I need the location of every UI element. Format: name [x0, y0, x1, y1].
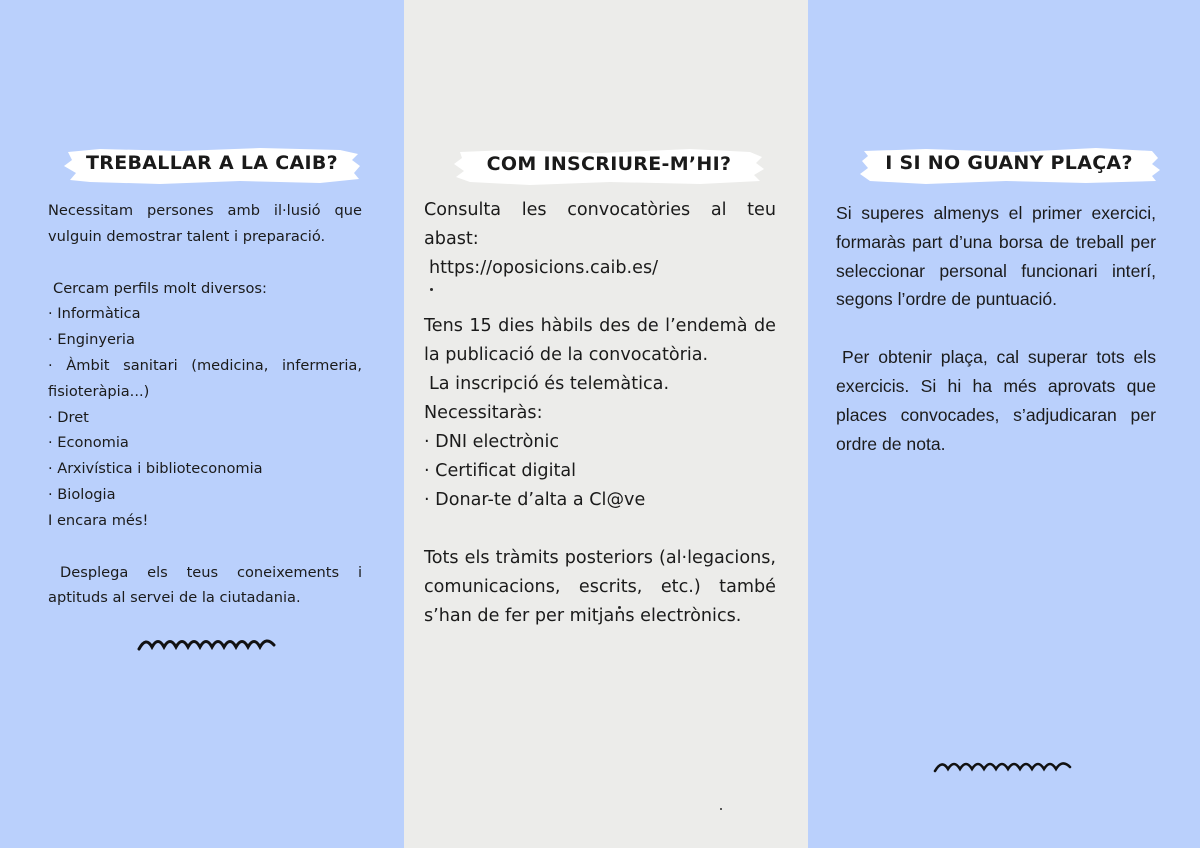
- spacer: [48, 534, 362, 560]
- left-intro: Necessitam persones amb il·lusió que vulguin demostrar talent i preparació.: [48, 202, 362, 245]
- left-list-heading: Cercam perfils molt diversos:: [53, 279, 267, 297]
- list-item: · Biologia: [48, 485, 116, 503]
- middle-p5: Tots els tràmits posteriors (al·legacions, comunicacions, escrits, etc.) també s’han de fer per mitjans electrònics.: [424, 548, 776, 626]
- right-p2: Per obtenir plaça, cal superar tots els exercicis. Si hi ha més aprovats que places convocades, s’adjudicaran per ordre de nota.: [836, 347, 1156, 454]
- middle-p1: Consulta les convocatòries al teu abast:: [424, 200, 776, 249]
- right-title-banner: [856, 146, 1162, 186]
- middle-p4: Necessitaràs:: [424, 403, 543, 423]
- middle-p2: Tens 15 dies hàbils des de l’endemà de la publicació de la convocatòria.: [424, 316, 776, 365]
- squiggle-icon: [932, 756, 1074, 778]
- paper-speck: [720, 808, 722, 810]
- squiggle-icon: [136, 632, 278, 656]
- list-item: · DNI electrònic: [424, 432, 560, 452]
- middle-title: COM INSCRIURE-M’HI?: [486, 153, 732, 175]
- middle-body: [424, 196, 776, 631]
- middle-title-banner: [450, 147, 768, 187]
- right-body: [836, 199, 1156, 458]
- list-item: · Economia: [48, 434, 129, 452]
- right-title: I SI NO GUANY PLAÇA?: [885, 152, 1133, 174]
- left-more: I encara més!: [48, 511, 149, 529]
- list-item: · Àmbit sanitari (medicina, infermeria, fisioteràpia...): [48, 356, 362, 400]
- middle-p3: La inscripció és telemàtica.: [429, 374, 670, 394]
- left-title-banner: [60, 146, 364, 186]
- left-closing: Desplega els teus coneixements i aptituds al servei de la ciutadania.: [48, 563, 362, 607]
- spacer: [836, 314, 1156, 343]
- list-item: · Informàtica: [48, 305, 141, 323]
- left-title: TREBALLAR A LA CAIB?: [86, 152, 338, 174]
- spacer: [48, 250, 362, 276]
- spacer: [424, 283, 776, 312]
- convocatories-link[interactable]: https://oposicions.caib.es/: [429, 258, 659, 278]
- list-item: · Dret: [48, 408, 89, 426]
- left-body: [48, 198, 362, 611]
- list-item: · Arxivística i biblioteconomia: [48, 460, 263, 478]
- list-item: · Certificat digital: [424, 461, 577, 481]
- spacer: [424, 515, 776, 544]
- right-p1: Si superes almenys el primer exercici, formaràs part d’una borsa de treball per seleccionar personal funcionari interí, segons l’ordre de puntuació.: [836, 203, 1156, 310]
- list-item: · Donar-te d’alta a Cl@ve: [424, 490, 646, 510]
- list-item: · Enginyeria: [48, 331, 135, 349]
